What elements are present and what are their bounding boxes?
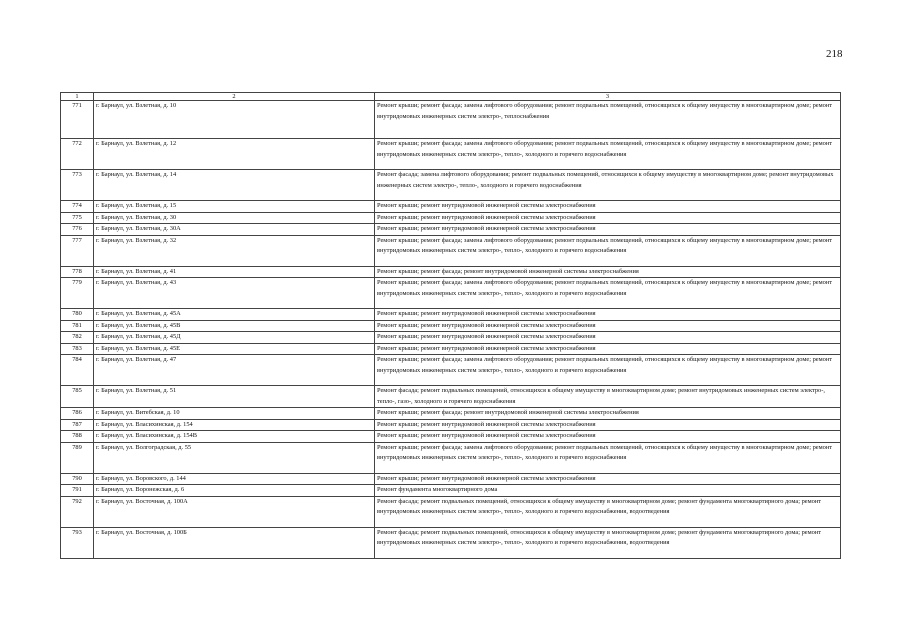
- table-row: [61, 343, 841, 355]
- row-address: г. Барнаул, ул. Взлетная, д. 12: [94, 139, 375, 170]
- row-works: Ремонт крыши; ремонт внутридомовой инженерной системы электроснабжения: [375, 309, 841, 321]
- row-address: г. Барнаул, ул. Взлетная, д. 30: [94, 212, 375, 224]
- row-number: 777: [61, 235, 94, 266]
- row-works: Ремонт крыши; ремонт фасада; замена лифтового оборудования; ремонт подвальных помещений, относящихся к общему имуществу в многоквартирном доме; ремонт внутридомовых инженерных систем электро-, тепло-, холодного и горячего водоснабжения: [375, 442, 841, 473]
- row-address: г. Барнаул, ул. Взлетная, д. 45Е: [94, 343, 375, 355]
- row-works: Ремонт крыши; ремонт внутридомовой инженерной системы электроснабжения: [375, 343, 841, 355]
- page-number: 218: [826, 48, 843, 60]
- table-row: [61, 224, 841, 236]
- row-works: Ремонт крыши; ремонт фасада; замена лифтового оборудования; ремонт подвальных помещений, относящихся к общему имуществу в многоквартирном доме; ремонт внутридомовых инженерных систем электро-, тепло-, холодного и горячего водоснабжения: [375, 355, 841, 386]
- table-row: [61, 266, 841, 278]
- row-number: 786: [61, 408, 94, 420]
- row-works: Ремонт крыши; ремонт внутридомовой инженерной системы электроснабжения: [375, 320, 841, 332]
- row-address: г. Барнаул, ул. Витебская, д. 10: [94, 408, 375, 420]
- row-address: г. Барнаул, ул. Взлетная, д. 14: [94, 170, 375, 201]
- row-address: г. Барнаул, ул. Восточная, д. 100А: [94, 496, 375, 527]
- table-row: [61, 527, 841, 558]
- table-row: [61, 170, 841, 201]
- row-number: 782: [61, 332, 94, 344]
- row-works: Ремонт крыши; ремонт внутридомовой инженерной системы электроснабжения: [375, 212, 841, 224]
- row-number: 778: [61, 266, 94, 278]
- row-number: 771: [61, 101, 94, 139]
- row-works: Ремонт крыши; ремонт внутридомовой инженерной системы электроснабжения: [375, 332, 841, 344]
- row-number: 791: [61, 485, 94, 497]
- table-row: [61, 278, 841, 309]
- row-number: 788: [61, 431, 94, 443]
- column-header-number: 1: [61, 93, 94, 101]
- row-address: г. Барнаул, ул. Волгоградская, д. 55: [94, 442, 375, 473]
- row-number: 776: [61, 224, 94, 236]
- row-works: Ремонт крыши; ремонт фасада; ремонт внутридомовой инженерной системы электроснабжения: [375, 408, 841, 420]
- row-address: г. Барнаул, ул. Взлетная, д. 45Д: [94, 332, 375, 344]
- row-address: г. Барнаул, ул. Власихинская, д. 154: [94, 419, 375, 431]
- row-number: 787: [61, 419, 94, 431]
- row-number: 785: [61, 386, 94, 408]
- row-works: Ремонт фасада; ремонт подвальных помещений, относящихся к общему имуществу в многоквартирном доме; ремонт внутридомовых инженерных систем электро-, тепло-, газо-, холодного и горячего водоснабжения: [375, 386, 841, 408]
- row-address: г. Барнаул, ул. Взлетная, д. 45А: [94, 309, 375, 321]
- row-number: 775: [61, 212, 94, 224]
- row-address: г. Барнаул, ул. Взлетная, д. 47: [94, 355, 375, 386]
- table-row: [61, 139, 841, 170]
- row-number: 784: [61, 355, 94, 386]
- table-row: [61, 309, 841, 321]
- row-number: 790: [61, 473, 94, 485]
- row-address: г. Барнаул, ул. Взлетная, д. 30А: [94, 224, 375, 236]
- table-header-row: [61, 93, 841, 101]
- row-address: г. Барнаул, ул. Взлетная, д. 41: [94, 266, 375, 278]
- row-works: Ремонт крыши; ремонт внутридомовой инженерной системы электроснабжения: [375, 431, 841, 443]
- row-number: 774: [61, 201, 94, 213]
- row-number: 792: [61, 496, 94, 527]
- row-number: 772: [61, 139, 94, 170]
- row-works: Ремонт крыши; ремонт фасада; замена лифтового оборудования; ремонт подвальных помещений, относящихся к общему имуществу в многоквартирном доме; ремонт внутридомовых инженерных систем электро-, теплоснабжения: [375, 101, 841, 139]
- row-works: Ремонт крыши; ремонт фасада; замена лифтового оборудования; ремонт подвальных помещений, относящихся к общему имуществу в многоквартирном доме; ремонт внутридомовых инженерных систем электро-, тепло-, холодного и горячего водоснабжения: [375, 235, 841, 266]
- row-number: 779: [61, 278, 94, 309]
- row-works: Ремонт крыши; ремонт фасада; замена лифтового оборудования; ремонт подвальных помещений, относящихся к общему имуществу в многоквартирном доме; ремонт внутридомовых инженерных систем электро-, тепло-, холодного и горячего водоснабжения: [375, 278, 841, 309]
- table-row: [61, 419, 841, 431]
- table-row: [61, 442, 841, 473]
- row-works: Ремонт крыши; ремонт внутридомовой инженерной системы электроснабжения: [375, 419, 841, 431]
- row-address: г. Барнаул, ул. Восточная, д. 100Б: [94, 527, 375, 558]
- column-header-works: 3: [375, 93, 841, 101]
- table-row: [61, 386, 841, 408]
- table-row: [61, 201, 841, 213]
- row-works: Ремонт фасада; ремонт подвальных помещений, относящихся к общему имуществу в многоквартирном доме; ремонт фундамента многоквартирного дома; ремонт внутридомовых инженерных систем электро-, тепло-, холодного и горячего водоснабжения, водоотведения: [375, 527, 841, 558]
- row-number: 783: [61, 343, 94, 355]
- row-works: Ремонт крыши; ремонт внутридомовой инженерной системы электроснабжения: [375, 201, 841, 213]
- row-number: 793: [61, 527, 94, 558]
- row-works: Ремонт крыши; ремонт фасада; ремонт внутридомовой инженерной системы электроснабжения: [375, 266, 841, 278]
- column-header-address: 2: [94, 93, 375, 101]
- table-row: [61, 496, 841, 527]
- row-address: г. Барнаул, ул. Власихинская, д. 154В: [94, 431, 375, 443]
- row-address: г. Барнаул, ул. Взлетная, д. 43: [94, 278, 375, 309]
- row-works: Ремонт фундамента многоквартирного дома: [375, 485, 841, 497]
- row-address: г. Барнаул, ул. Воровского, д. 144: [94, 473, 375, 485]
- table-row: [61, 212, 841, 224]
- table-row: [61, 355, 841, 386]
- row-works: Ремонт крыши; ремонт фасада; замена лифтового оборудования; ремонт подвальных помещений, относящихся к общему имуществу в многоквартирном доме; ремонт внутридомовых инженерных систем электро-, тепло-, холодного и горячего водоснабжения: [375, 139, 841, 170]
- row-address: г. Барнаул, ул. Взлетная, д. 51: [94, 386, 375, 408]
- row-address: г. Барнаул, ул. Взлетная, д. 45В: [94, 320, 375, 332]
- row-works: Ремонт фасада; замена лифтового оборудования; ремонт подвальных помещений, относящихся к общему имуществу в многоквартирном доме; ремонт внутридомовых инженерных систем электро-, тепло-, холодного и горячего водоснабжения: [375, 170, 841, 201]
- table-row: [61, 408, 841, 420]
- row-works: Ремонт крыши; ремонт внутридомовой инженерной системы электроснабжения: [375, 224, 841, 236]
- works-table: [60, 92, 841, 559]
- row-address: г. Барнаул, ул. Взлетная, д. 10: [94, 101, 375, 139]
- row-number: 773: [61, 170, 94, 201]
- row-address: г. Барнаул, ул. Воронежская, д. 6: [94, 485, 375, 497]
- row-address: г. Барнаул, ул. Взлетная, д. 32: [94, 235, 375, 266]
- table-row: [61, 431, 841, 443]
- row-address: г. Барнаул, ул. Взлетная, д. 15: [94, 201, 375, 213]
- table-row: [61, 332, 841, 344]
- table-row: [61, 473, 841, 485]
- row-number: 780: [61, 309, 94, 321]
- row-number: 781: [61, 320, 94, 332]
- table-row: [61, 235, 841, 266]
- row-works: Ремонт крыши; ремонт внутридомовой инженерной системы электроснабжения: [375, 473, 841, 485]
- table-row: [61, 320, 841, 332]
- row-works: Ремонт фасада; ремонт подвальных помещений, относящихся к общему имуществу в многоквартирном доме; ремонт фундамента многоквартирного дома; ремонт внутридомовых инженерных систем электро-, тепло-, холодного и горячего водоснабжения, водоотведения: [375, 496, 841, 527]
- table-row: [61, 101, 841, 139]
- row-number: 789: [61, 442, 94, 473]
- table-row: [61, 485, 841, 497]
